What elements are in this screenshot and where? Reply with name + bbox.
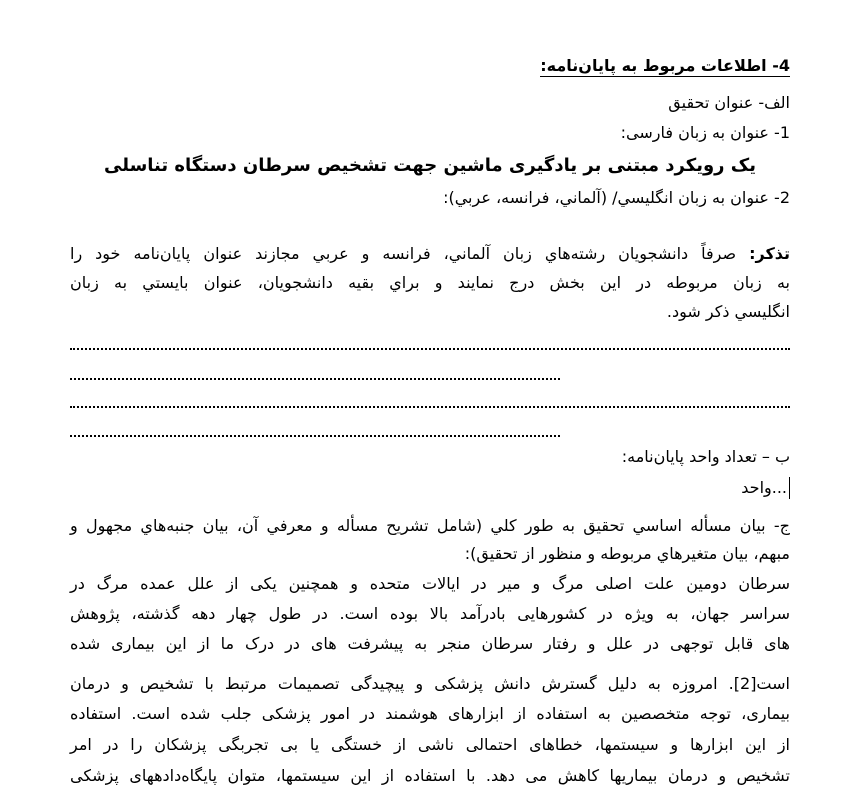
foreign-title-dotted-line-4 [70,435,560,437]
foreign-title-label: 2- عنوان به زبان انگليسي/ (آلماني، فرانسه، عربي): [443,188,790,207]
note-line-2: به زبان مربوطه در اين بخش درج نمايند و براي بقيه دانشجويان، عنوان بايستي به زبان [70,273,790,292]
foreign-title-dotted-line-1 [70,348,790,350]
problem-text-line: های قابل توجهی در علل و رفتار سرطان منجر به پیشرفت های در درک ما از این بیماری شده [70,634,790,653]
problem-text-line: است[2]. امروزه به دلیل گسترش دانش پزشکی و پیچیدگی تصمیمات مرتبط با تشخیص و درمان [70,674,790,693]
problem-text-line: بیماری، توجه متخصصین به استفاده از ابزارهای هوشمند در امور پزشکی جلب شده است. استفاده [70,704,790,723]
problem-text-line: تشخیص و درمان بیماریها کاهش می دهد. با استفاده از این سیستمها، متوان پایگاه‌دادههای پزشکی [70,766,790,785]
note-line-1: تذکر: صرفاً دانشجويان رشته‌هاي زبان آلماني، فرانسه و عربي مجازند عنوان پايان‌نامه خود را [70,244,790,263]
problem-text-line: سرطان دومین علت اصلی مرگ و میر در ایالات متحده و همچنین یکی از علل عمده مرگ در [70,574,790,593]
persian-title-label: 1- عنوان به زبان فارسی: [620,123,790,142]
problem-text-line: از این ابزارها و سیستمها، خطاهای احتمالی ناشی از خستگی یا بی تجربگی پزشکان را در امر [70,735,790,754]
problem-heading-line-1: ج- بيان مسأله اساسي تحقيق به طور كلي (شامل تشريح مسأله و معرفي آن، بيان جنبه‌هاي مجهول و [70,516,790,535]
problem-text-line: سراسر جهان، به ویژه در کشورهایی بادرآمد بالا بوده است. در طول چهار دهه گذشته، پژوهش [70,604,790,623]
section-heading: 4- اطلاعات مربوط به پایان‌نامه: [540,56,790,75]
persian-title: یک رویکرد مبتنی بر یادگیری ماشین جهت تشخیص سرطان دستگاه تناسلی [104,155,756,176]
problem-heading-line-2: مبهم، بيان متغيرهاي مربوطه و منظور از تحقيق): [464,544,790,563]
foreign-title-dotted-line-3 [70,406,790,408]
units-value: ...واحد [741,477,790,499]
note-lead: تذکر: [749,244,790,263]
foreign-title-dotted-line-2 [70,378,560,380]
units-label: ب – تعداد واحد پایان‌نامه: [621,447,790,466]
note-line-3: انگليسي ذکر شود. [666,302,790,321]
research-title-label: الف- عنوان تحقیق [668,93,790,112]
